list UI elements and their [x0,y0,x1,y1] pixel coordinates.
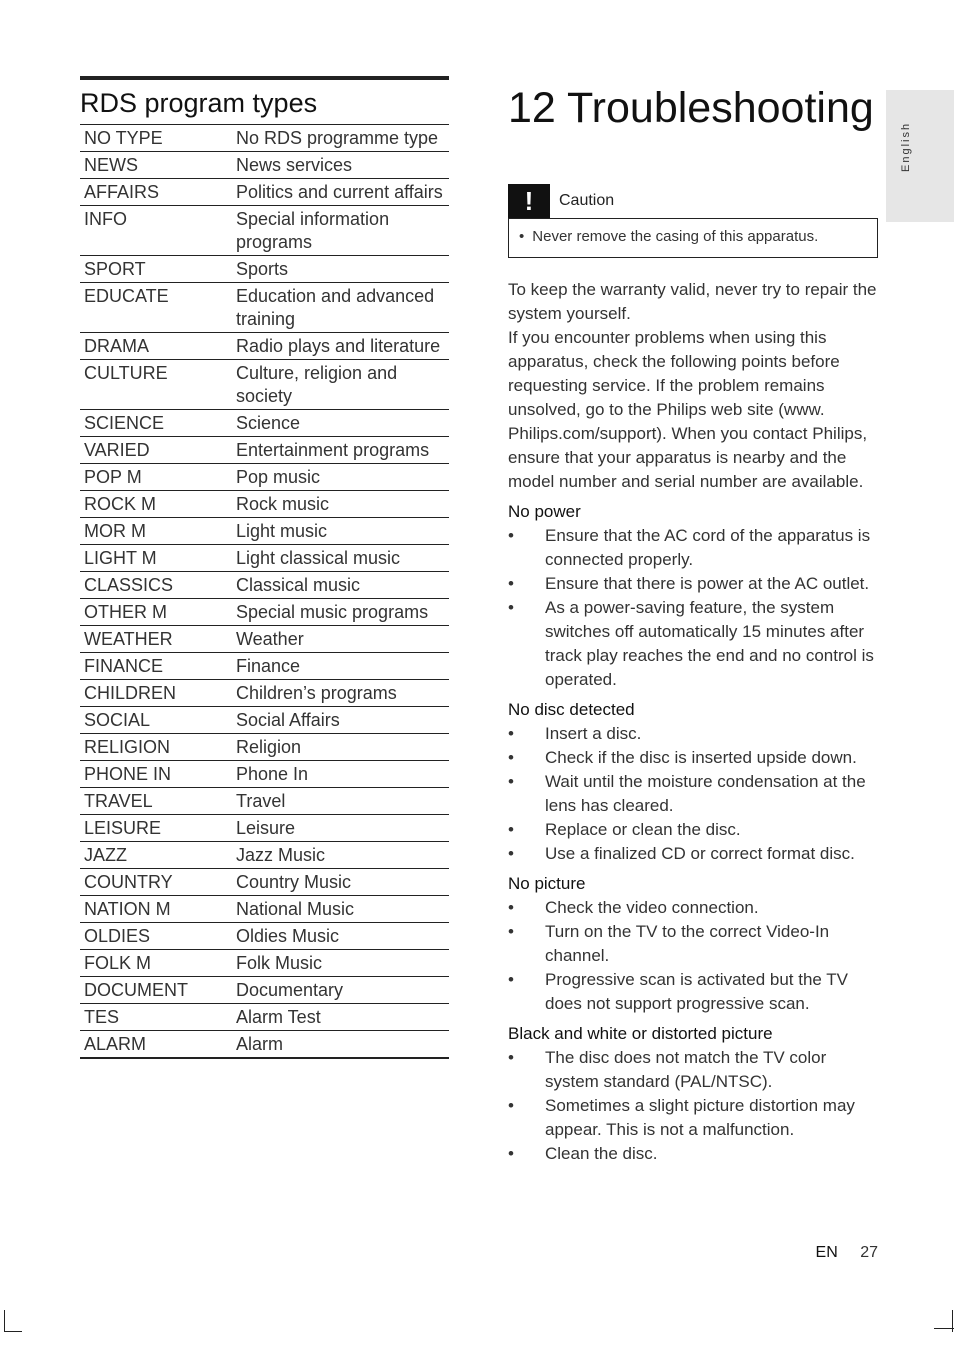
rds-description: Light music [232,518,449,545]
problem-section [508,872,878,1016]
bullet: • [508,772,514,791]
list-item [508,770,878,818]
rds-code: EDUCATE [80,283,232,333]
rds-description: Alarm Test [232,1004,449,1031]
caution-header [508,184,878,218]
problem-section [508,698,878,866]
rds-code: DRAMA [80,333,232,360]
footer-language: EN [815,1244,838,1261]
rds-description: Documentary [232,977,449,1004]
rds-description: Rock music [232,491,449,518]
problem-heading: No picture [508,874,586,893]
bullet: • [508,526,514,545]
table-row [80,707,449,734]
bullet: • [508,1144,514,1163]
solution-list [508,1046,878,1166]
bullet: • [508,574,514,593]
rds-code: ROCK M [80,491,232,518]
rds-description: Education and advanced training [232,283,449,333]
rds-description: Culture, religion and society [232,360,449,410]
caution-box [508,184,878,258]
rds-code: COUNTRY [80,869,232,896]
table-row [80,896,449,923]
rds-description: Special music programs [232,599,449,626]
list-item-text: Ensure that there is power at the AC outlet. [545,574,870,593]
intro-paragraph: If you encounter problems when using this apparatus, check the following points before requesting service. If the problem remains unsolved, go to the Philips web site (www. Philips.com/support). When you contact Philips, ensure that your apparatus is nearby and the model number and serial number are available. [508,328,868,491]
problem-section [508,1022,878,1166]
list-item [508,896,878,920]
list-item-text: Ensure that the AC cord of the apparatus is connected properly. [545,526,871,569]
rds-description: Pop music [232,464,449,491]
problem-heading: No disc detected [508,700,635,719]
rds-code: CLASSICS [80,572,232,599]
table-row [80,977,449,1004]
problem-section [508,500,878,692]
rds-code: JAZZ [80,842,232,869]
rds-title: RDS program types [80,88,318,118]
rds-description: Weather [232,626,449,653]
list-item-text: Progressive scan is activated but the TV does not support progressive scan. [545,970,849,1013]
rds-description: Sports [232,256,449,283]
list-item-text: Turn on the TV to the correct Video-In channel. [545,922,830,965]
rds-description: Leisure [232,815,449,842]
rds-description: Phone In [232,761,449,788]
rds-description: Children’s programs [232,680,449,707]
bullet: • [508,820,514,839]
table-row [80,653,449,680]
bullet: • [508,1048,514,1067]
table-row [80,923,449,950]
caution-body [508,218,878,258]
table-row [80,599,449,626]
rds-code: DOCUMENT [80,977,232,1004]
list-item [508,1046,878,1094]
rds-code: TES [80,1004,232,1031]
table-row [80,815,449,842]
rds-code: INFO [80,206,232,256]
rds-code: CULTURE [80,360,232,410]
rds-code: ALARM [80,1031,232,1059]
page-number: 27 [860,1244,878,1261]
rds-description: Religion [232,734,449,761]
list-item-text: Insert a disc. [545,724,642,743]
rds-table [80,124,449,1059]
table-row [80,572,449,599]
list-item-text: Use a finalized CD or correct format disc. [545,844,855,863]
rds-description: Politics and current affairs [232,179,449,206]
rds-description: Alarm [232,1031,449,1059]
problem-heading: Black and white or distorted picture [508,1024,773,1043]
table-row [80,1004,449,1031]
list-item [508,1142,878,1166]
bullet: • [519,228,525,245]
intro-paragraph: To keep the warranty valid, never try to repair the system yourself. [508,280,877,323]
crop-mark [952,1310,953,1332]
rds-code: MOR M [80,518,232,545]
rds-section [80,76,449,1059]
solution-list [508,896,878,1016]
rds-description: National Music [232,896,449,923]
list-item [508,524,878,572]
table-row [80,545,449,572]
rds-code: LIGHT M [80,545,232,572]
table-row [80,869,449,896]
crop-mark [934,1328,954,1329]
problem-heading: No power [508,502,581,521]
crop-mark [4,1310,5,1332]
list-item-text: Sometimes a slight picture distortion may appear. This is not a malfunction. [545,1096,855,1139]
rds-code: OTHER M [80,599,232,626]
rds-code: FOLK M [80,950,232,977]
table-row [80,491,449,518]
bullet: • [508,1096,514,1115]
rds-code: SCIENCE [80,410,232,437]
rds-description: News services [232,152,449,179]
list-item-text: Wait until the moisture condensation at the lens has cleared. [545,772,866,815]
rds-description: Special information programs [232,206,449,256]
list-item [508,920,878,968]
chapter-title: 12 Troubleshooting [508,84,874,132]
rds-code: AFFAIRS [80,179,232,206]
table-row [80,437,449,464]
rds-code: SOCIAL [80,707,232,734]
list-item-text: Clean the disc. [545,1144,658,1163]
rds-description: Jazz Music [232,842,449,869]
table-row [80,518,449,545]
list-item-text: Check if the disc is inserted upside down. [545,748,857,767]
rds-description: Social Affairs [232,707,449,734]
table-row [80,360,449,410]
solution-list [508,524,878,692]
list-item-text: Check the video connection. [545,898,759,917]
rds-description: Oldies Music [232,923,449,950]
table-row [80,626,449,653]
rds-code: PHONE IN [80,761,232,788]
list-item [508,572,878,596]
rds-code: WEATHER [80,626,232,653]
language-tab [886,90,954,222]
bullet: • [508,970,514,989]
table-row [80,179,449,206]
list-item [508,746,878,770]
rds-description: Finance [232,653,449,680]
list-item-text: The disc does not match the TV color system standard (PAL/NTSC). [545,1048,827,1091]
bullet: • [508,844,514,863]
rds-code: NO TYPE [80,125,232,152]
table-row [80,283,449,333]
caution-label: Caution [559,192,615,209]
rds-description: Light classical music [232,545,449,572]
solution-list [508,722,878,866]
list-item [508,1094,878,1142]
rds-code: POP M [80,464,232,491]
section-rule [80,76,449,80]
rds-code: SPORT [80,256,232,283]
bullet: • [508,748,514,767]
rds-code: TRAVEL [80,788,232,815]
problem-sections [508,500,878,1166]
table-row [80,788,449,815]
rds-description: Classical music [232,572,449,599]
rds-description: Travel [232,788,449,815]
list-item-text: As a power-saving feature, the system switches off automatically 15 minutes after track play reaches the end and no control is operated. [545,598,874,689]
table-row [80,761,449,788]
table-row [80,950,449,977]
table-row [80,410,449,437]
rds-description: Folk Music [232,950,449,977]
table-row [80,333,449,360]
list-item [508,818,878,842]
rds-code: CHILDREN [80,680,232,707]
rds-code: NATION M [80,896,232,923]
rds-description: No RDS programme type [232,125,449,152]
table-row [80,680,449,707]
list-item [508,968,878,1016]
bullet: • [508,922,514,941]
troubleshooting-section [508,80,878,1166]
rds-code: LEISURE [80,815,232,842]
table-row [80,206,449,256]
bullet: • [508,898,514,917]
table-row [80,734,449,761]
caution-text: Never remove the casing of this apparatus. [532,228,819,245]
rds-code: VARIED [80,437,232,464]
rds-code: NEWS [80,152,232,179]
exclamation-icon: ! [508,184,550,218]
table-row [80,842,449,869]
language-tab-label: English [900,121,912,172]
list-item-text: Replace or clean the disc. [545,820,741,839]
bullet: • [508,598,514,617]
rds-code: RELIGION [80,734,232,761]
list-item [508,722,878,746]
table-row [80,152,449,179]
rds-code: OLDIES [80,923,232,950]
rds-description: Country Music [232,869,449,896]
crop-mark [4,1331,22,1332]
table-row [80,125,449,152]
rds-code: FINANCE [80,653,232,680]
rds-description: Entertainment programs [232,437,449,464]
rds-description: Radio plays and literature [232,333,449,360]
bullet: • [508,724,514,743]
rds-description: Science [232,410,449,437]
page-footer [816,1244,878,1262]
table-row [80,1031,449,1059]
table-row [80,464,449,491]
table-row [80,256,449,283]
list-item [508,596,878,692]
intro-text [508,278,878,494]
list-item [508,842,878,866]
